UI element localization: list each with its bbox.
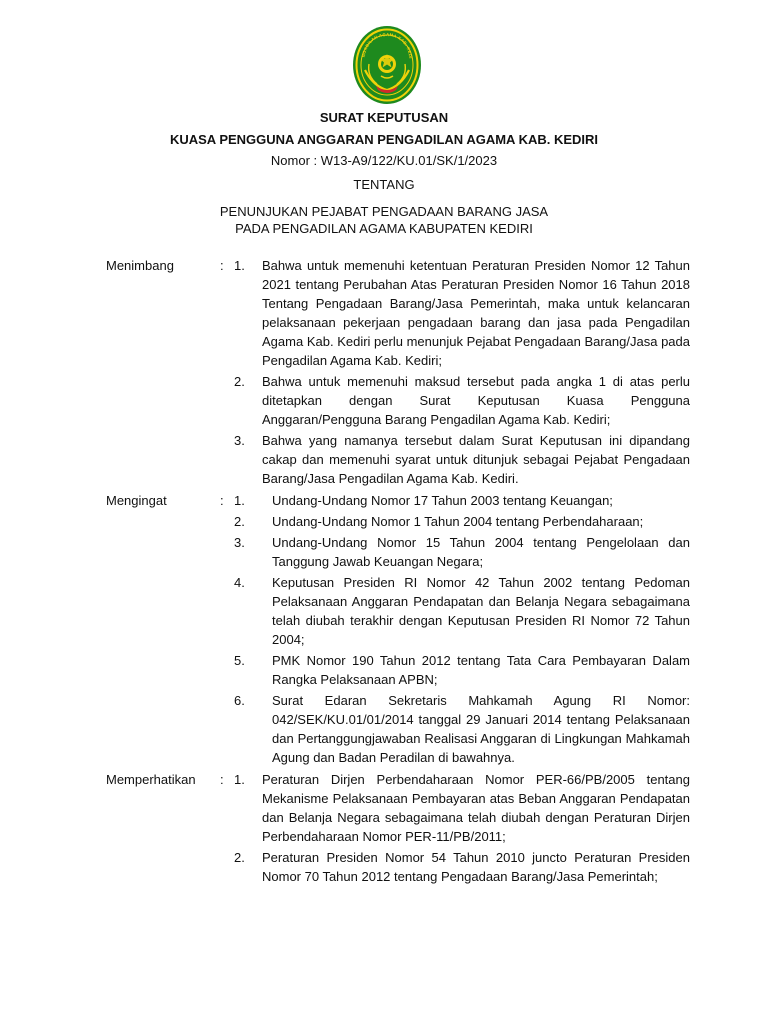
list-item — [232, 512, 690, 531]
section-label: Mengingat — [106, 493, 167, 508]
section-colon: : — [220, 493, 224, 508]
section-colon: : — [220, 772, 224, 787]
svg-text:PENGADILAN AGAMA KAB. KEDIRI: NGADILAN AGAMA KAB. KEDI — [360, 31, 414, 59]
section-memperhatikan — [106, 770, 690, 888]
section-list — [232, 256, 690, 490]
item-number: 1. — [234, 772, 245, 787]
item-number: 1. — [234, 258, 245, 273]
item-text: Undang-Undang Nomor 17 Tahun 2003 tentang Keuangan; — [272, 493, 613, 508]
list-item — [232, 651, 690, 689]
list-item — [232, 573, 690, 649]
list-item — [232, 770, 690, 846]
list-item — [232, 691, 690, 767]
item-text: Keputusan Presiden RI Nomor 42 Tahun 2002 tentang Pedoman Pelaksanaan Anggaran Pendapatan dan Belanja Negara sebagaimana telah diubah terakhir dengan Keputusan Presiden RI Nomor 72 Tahun 2004; — [272, 575, 690, 647]
item-number: 3. — [234, 535, 245, 550]
about-label: TENTANG — [353, 177, 415, 192]
section-list — [232, 770, 690, 888]
section-label: Memperhatikan — [106, 772, 196, 787]
list-item — [232, 372, 690, 429]
item-text: Surat Edaran Sekretaris Mahkamah Agung RI Nomor: 042/SEK/KU.01/01/2014 tanggal 29 Januari 2014 tentang Pelaksanaan dan Pertanggungjawaban Realisasi Anggaran di Lingkungan Mahkamah Agung dan Badan Peradilan di bawahnya. — [272, 693, 690, 765]
section-label: Menimbang — [106, 258, 174, 273]
item-text: Peraturan Dirjen Perbendaharaan Nomor PER-66/PB/2005 tentang Mekanisme Pelaksanaan Pembayaran atas Beban Anggaran Pendapatan dan Belanja Negara sebagaimana telah diubah dengan Peraturan Dirjen Perbendaharaan Nomor PER-11/PB/2011; — [262, 772, 690, 844]
item-text: Peraturan Presiden Nomor 54 Tahun 2010 juncto Peraturan Presiden Nomor 70 Tahun 2012 tentang Pengadaan Barang/Jasa Pemerintah; — [262, 850, 690, 884]
item-number: 4. — [234, 575, 245, 590]
item-number: 5. — [234, 653, 245, 668]
issuer-title: KUASA PENGGUNA ANGGARAN PENGADILAN AGAMA KAB. KEDIRI — [169, 132, 599, 147]
list-item — [232, 256, 690, 370]
section-colon: : — [220, 258, 224, 273]
item-number: 1. — [234, 493, 245, 508]
item-text: Bahwa untuk memenuhi maksud tersebut pada angka 1 di atas perlu ditetapkan dengan Surat Keputusan Kuasa Pengguna Anggaran/Pengguna Barang Pengadilan Agama Kab. Kediri; — [262, 374, 690, 427]
item-text: PMK Nomor 190 Tahun 2012 tentang Tata Cara Pembayaran Dalam Rangka Pelaksanaan APBN; — [272, 653, 690, 687]
list-item — [232, 848, 690, 886]
court-emblem-icon — [351, 24, 423, 106]
list-item — [232, 431, 690, 488]
section-menimbang — [106, 256, 690, 490]
item-text: Bahwa yang namanya tersebut dalam Surat Keputusan ini dipandang cakap dan memenuhi syarat untuk ditunjuk sebagai Pejabat Pengadaan Barang/Jasa Pengadilan Agama Kab. Kediri. — [262, 433, 690, 486]
item-number: 2. — [234, 374, 245, 389]
item-number: 2. — [234, 850, 245, 865]
item-text: Undang-Undang Nomor 1 Tahun 2004 tentang Perbendaharaan; — [272, 514, 644, 529]
section-mengingat — [106, 491, 690, 769]
item-number: 3. — [234, 433, 245, 448]
list-item — [232, 491, 690, 510]
list-item — [232, 533, 690, 571]
item-number: 2. — [234, 514, 245, 529]
subject-line-1: PENUNJUKAN PEJABAT PENGADAAN BARANG JASA — [219, 204, 549, 219]
document-title: SURAT KEPUTUSAN — [319, 110, 449, 125]
decree-number: Nomor : W13-A9/122/KU.01/SK/1/2023 — [270, 153, 498, 168]
section-list — [232, 491, 690, 769]
item-text: Undang-Undang Nomor 15 Tahun 2004 tentang Pengelolaan dan Tanggung Jawab Keuangan Negara; — [272, 535, 690, 569]
item-number: 6. — [234, 693, 245, 708]
subject-line-2: PADA PENGADILAN AGAMA KABUPATEN KEDIRI — [235, 221, 533, 236]
considerations-body — [106, 256, 690, 889]
item-text: Bahwa untuk memenuhi ketentuan Peraturan Presiden Nomor 12 Tahun 2021 tentang Perubahan Atas Peraturan Presiden Nomor 16 Tahun 2018 Tentang Pengadaan Barang/Jasa Pemerintah, maka untuk kelancaran pelaksanaan pekerjaan pengadaan barang dan jasa pada Pengadilan Agama Kab. Kediri perlu menunjuk Pejabat Pengadaan Barang/Jasa pada Pengadilan Agama Kab. Kediri; — [262, 258, 690, 368]
